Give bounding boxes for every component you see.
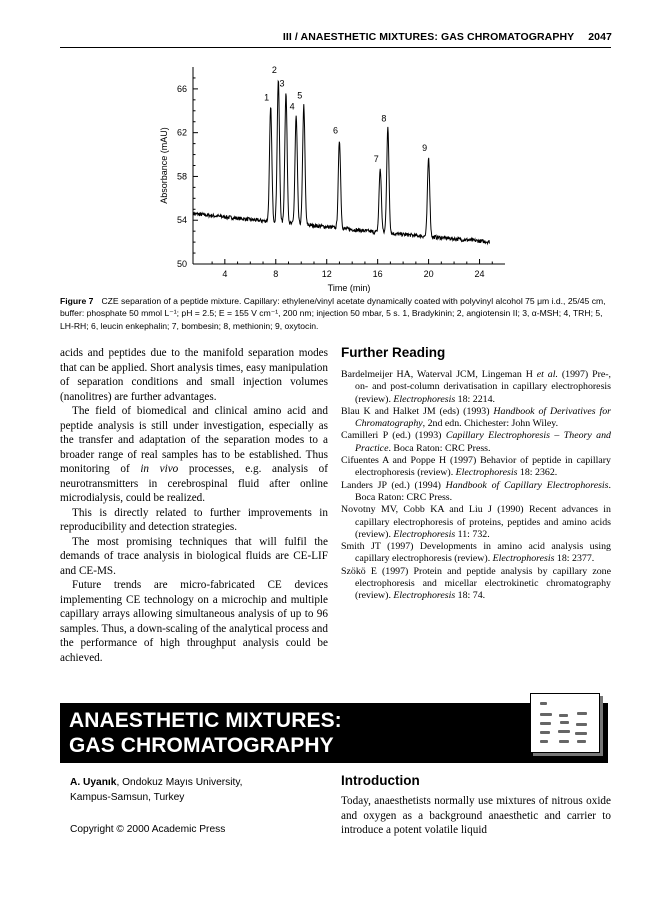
page-number: 2047 (588, 31, 612, 43)
further-reading (341, 345, 611, 603)
reference-list (341, 369, 611, 603)
paragraph: Future trends are micro-fabricated CE devices implementing CE technology on a microchip and multiple capillary arrays allowing simultaneous analysis of up to 96 samples. Thus, a down-scaling of the analytical process and the performance of high throughput analysis could be achieved. (60, 579, 328, 664)
introduction-section (341, 773, 611, 838)
reference-item: Bardelmeijer HA, Waterval JCM, Lingeman H et al. (1997) Pre-, on- and post-column derivatisation in capillary electrophoresis (review). Electrophoresis 18: 2214. (341, 369, 612, 405)
paragraph: The field of biomedical and clinical amino acid and peptide analysis is still under investigation, especially as the transfer and adaptation of the separation modes to a broader range of real samples has to be established. Thus monitoring of in vivo processes, e.g. analysis of neurotransmitters in cerebrospinal fluid after online microdialysis, could be realized. (60, 405, 328, 504)
series-line (193, 81, 489, 243)
x-tick-label: 8 (273, 269, 279, 279)
peak-label: 1 (264, 92, 270, 103)
peak-label: 7 (373, 153, 379, 164)
reference-item: Smith JT (1997) Developments in amino acid analysis using capillary electrophoresis (review). Electrophoresis 18: 2377. (341, 541, 611, 565)
x-tick-label: 12 (321, 269, 332, 279)
further-reading-heading: Further Reading (341, 345, 446, 360)
electropherogram-chart (150, 60, 520, 300)
reference-item: Camilleri P (ed.) (1993) Capillary Electrophoresis – Theory and Practice. Boca Raton: CRC Press. (341, 430, 611, 454)
chart-axes (193, 67, 505, 264)
y-axis-label: Absorbance (mAU) (159, 127, 169, 204)
reference-item: Cifuentes A and Poppe H (1997) Behavior of peptide in capillary electrophoresis (review). Electrophoresis 18: 2362. (341, 455, 611, 479)
paragraph: acids and peptides due to the manifold separation modes that can be applied. Short analysis times, easy manipulation of separation conditions and small injection volumes (nanolitres) are further advantages. (60, 347, 328, 403)
copyright-notice: Copyright © 2000 Academic Press (70, 824, 226, 835)
x-tick-label: 24 (474, 269, 485, 279)
x-tick-label: 16 (372, 269, 383, 279)
introduction-text: Today, anaesthetists normally use mixtures of nitrous oxide and oxygen as a background anaesthetic and carrier to introduce a potent volatile liquid (341, 795, 611, 836)
header-rule (60, 47, 611, 48)
peak-label: 6 (332, 125, 338, 136)
figure-label: Figure 7 (60, 296, 94, 306)
peak-label: 9 (422, 142, 428, 153)
figure-caption-text: CZE separation of a peptide mixture. Capillary: ethylene/vinyl acetate dynamically coated with polyvinyl alcohol 75 μm i.d., 25/45 cm, buffer: phosphate 50 mmol L⁻¹; pH = 2.5; E = 155 V cm⁻¹, 200 nm; injection 50 mbar, 5 s. 1, Bradykinin; 2, angiotensin II; 3, α-MSH; 4, TRH; 5, LH-RH; 6, leucin enkephalin; 7, bombesin; 8, methionin; 9, oxytocin. (60, 296, 606, 331)
x-tick-label: 4 (222, 269, 228, 279)
article-title-banner (60, 703, 608, 763)
body-left-column (60, 346, 328, 665)
x-axis-label: Time (min) (327, 283, 371, 293)
running-title: III / ANAESTHETIC MIXTURES: GAS CHROMATOGRAPHY (282, 31, 575, 43)
y-tick-label: 62 (176, 127, 187, 138)
y-tick-label: 54 (176, 215, 187, 226)
running-header (283, 31, 612, 43)
y-tick-label: 50 (176, 259, 187, 269)
introduction-heading: Introduction (341, 773, 420, 788)
author-name: A. Uyanık (70, 777, 117, 788)
paragraph: This is directly related to further improvements in reproducibility and detection strategies. (60, 506, 328, 533)
peak-label: 2 (271, 65, 277, 76)
reference-item: Blau K and Halket JM (eds) (1993) Handbook of Derivatives for Chromatography, 2nd edn. Chichester: John Wiley. (341, 405, 611, 430)
reference-item: Szökö E (1997) Protein and peptide analysis by capillary zone electrophoresis and micellar electrokinetic chromatography (review). Electrophoresis 18: 74. (341, 565, 611, 602)
peak-label: 8 (381, 113, 387, 124)
author-affiliation: A. Uyanık, Ondokuz Mayıs University, Kampus-Samsun, Turkey (70, 777, 243, 803)
peak-label: 5 (297, 90, 303, 101)
y-tick-label: 58 (176, 171, 187, 182)
figure-caption (60, 295, 612, 332)
reference-item: Novotny MV, Cobb KA and Liu J (1990) Recent advances in capillary electrophoresis of proteins, peptides and amino acids (review). Electrophoresis 11: 732. (341, 504, 611, 540)
reference-item: Landers JP (ed.) (1994) Handbook of Capillary Electrophoresis. Boca Raton: CRC Press. (341, 479, 611, 503)
paragraph: The most promising techniques that will fulfil the demands of trace analysis in biological fluids are CE-LIF and CE-MS. (60, 535, 328, 577)
y-tick-label: 66 (176, 83, 187, 94)
chromatogram-band-icon (530, 693, 600, 753)
peak-label: 3 (279, 78, 285, 89)
peak-labels (264, 65, 427, 164)
peak-label: 4 (289, 101, 295, 112)
chart-ticks (177, 78, 492, 279)
x-tick-label: 20 (423, 269, 434, 279)
article-title: ANAESTHETIC MIXTURES: GAS CHROMATOGRAPHY (69, 709, 342, 757)
